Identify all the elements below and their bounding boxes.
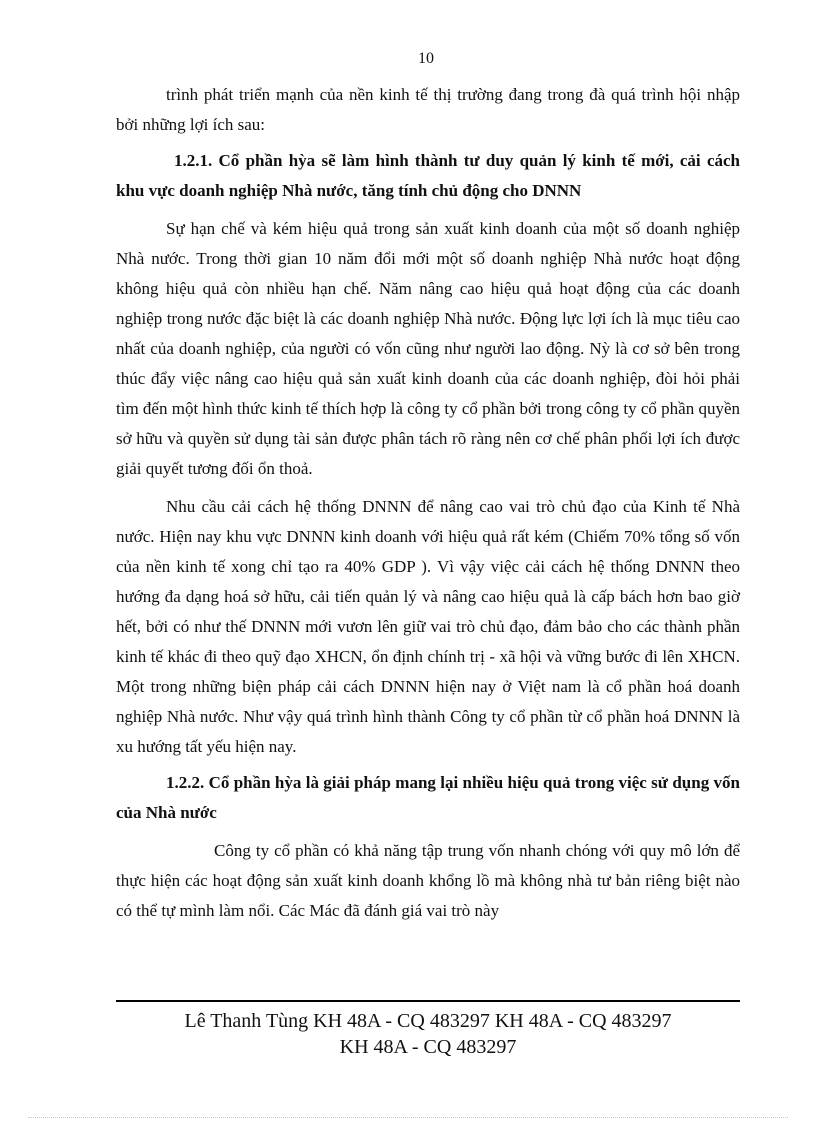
footer-line-1: Lê Thanh Tùng KH 48A - CQ 483297 KH 48A - CQ 483297: [184, 1010, 672, 1032]
paragraph-3: Công ty cổ phần có khả năng tập trung vốn nhanh chóng với quy mô lớn để thực hiện các hoạt động sản xuất kinh doanh khổng lồ mà không nhà tư bản riêng biệt nào có thể tự mình làm nổi. Các Mác đã đánh giá vai trò này: [116, 841, 740, 920]
page-number: 10: [418, 50, 434, 67]
section-heading-1-2-1: 1.2.1. Cổ phần hỳa sẽ làm hình thành tư duy quản lý kinh tế mới, cải cách khu vực doanh nghiệp Nhà nước, tăng tính chủ động cho DNNN: [116, 151, 740, 200]
section-heading-1-2-2: 1.2.2. Cổ phần hỳa là giải pháp mang lại nhiều hiệu quả trong việc sử dụng vốn của Nhà nước: [116, 773, 740, 822]
footer-divider: [116, 1000, 740, 1002]
page-bottom-border: [28, 1117, 788, 1118]
footer-line-2: KH 48A - CQ 483297: [339, 1036, 517, 1058]
paragraph-2: Nhu cầu cải cách hệ thống DNNN để nâng cao vai trò chủ đạo của Kinh tế Nhà nước. Hiện nay khu vực DNNN kinh doanh với hiệu quả rất kém (Chiếm 70% tổng số vốn của nền kinh tế xong chỉ tạo ra 40% GDP ). Vì vậy việc cải cách hệ thống DNNN theo hướng đa dạng hoá sở hữu, cải tiến quản lý và nâng cao hiệu quả là cấp bách hơn bao giờ hết, bởi có như thế DNNN mới vươn lên giữ vai trò chủ đạo, đảm bảo cho các thành phần kinh tế khác đi theo quỹ đạo XHCN, ổn định chính trị - xã hội và vững bước đi lên XHCN. Một trong những biện pháp cải cách DNNN hiện nay ở Việt nam là cổ phần hoá doanh nghiệp Nhà nước. Như vậy quá trình hình thành Công ty cổ phần từ cổ phần hoá DNNN là xu hướng tất yếu hiện nay.: [116, 497, 740, 756]
page-footer: [116, 1000, 740, 1060]
intro-paragraph: trình phát triển mạnh của nền kinh tế thị trường đang trong đà quá trình hội nhập bởi những lợi ích sau:: [116, 85, 740, 134]
paragraph-1: Sự hạn chế và kém hiệu quả trong sản xuất kinh doanh của một số doanh nghiệp Nhà nước. Trong thời gian 10 năm đổi mới một số doanh nghiệp Nhà nước hoạt động không hiệu quả còn nhiều hạn chế. Năm nâng cao hiệu quả hoạt động của các doanh nghiệp trong nước đặc biệt là các doanh nghiệp Nhà nước. Động lực lợi ích là mục tiêu cao nhất của doanh nghiệp, của người có vốn cũng như người lao động. Nỳ là cơ sở bên trong thúc đẩy việc nâng cao hiệu quả sản xuất kinh doanh của các doanh nghiệp, đòi hỏi phải tìm đến một hình thức kinh tế thích hợp là công ty cổ phần bởi trong công ty cổ phần quyền sở hữu và quyền sử dụng tài sản được phân tách rõ ràng nên cơ chế phân phối lợi ích được giải quyết tương đối ổn thoả.: [116, 219, 740, 478]
document-body: [116, 80, 740, 926]
